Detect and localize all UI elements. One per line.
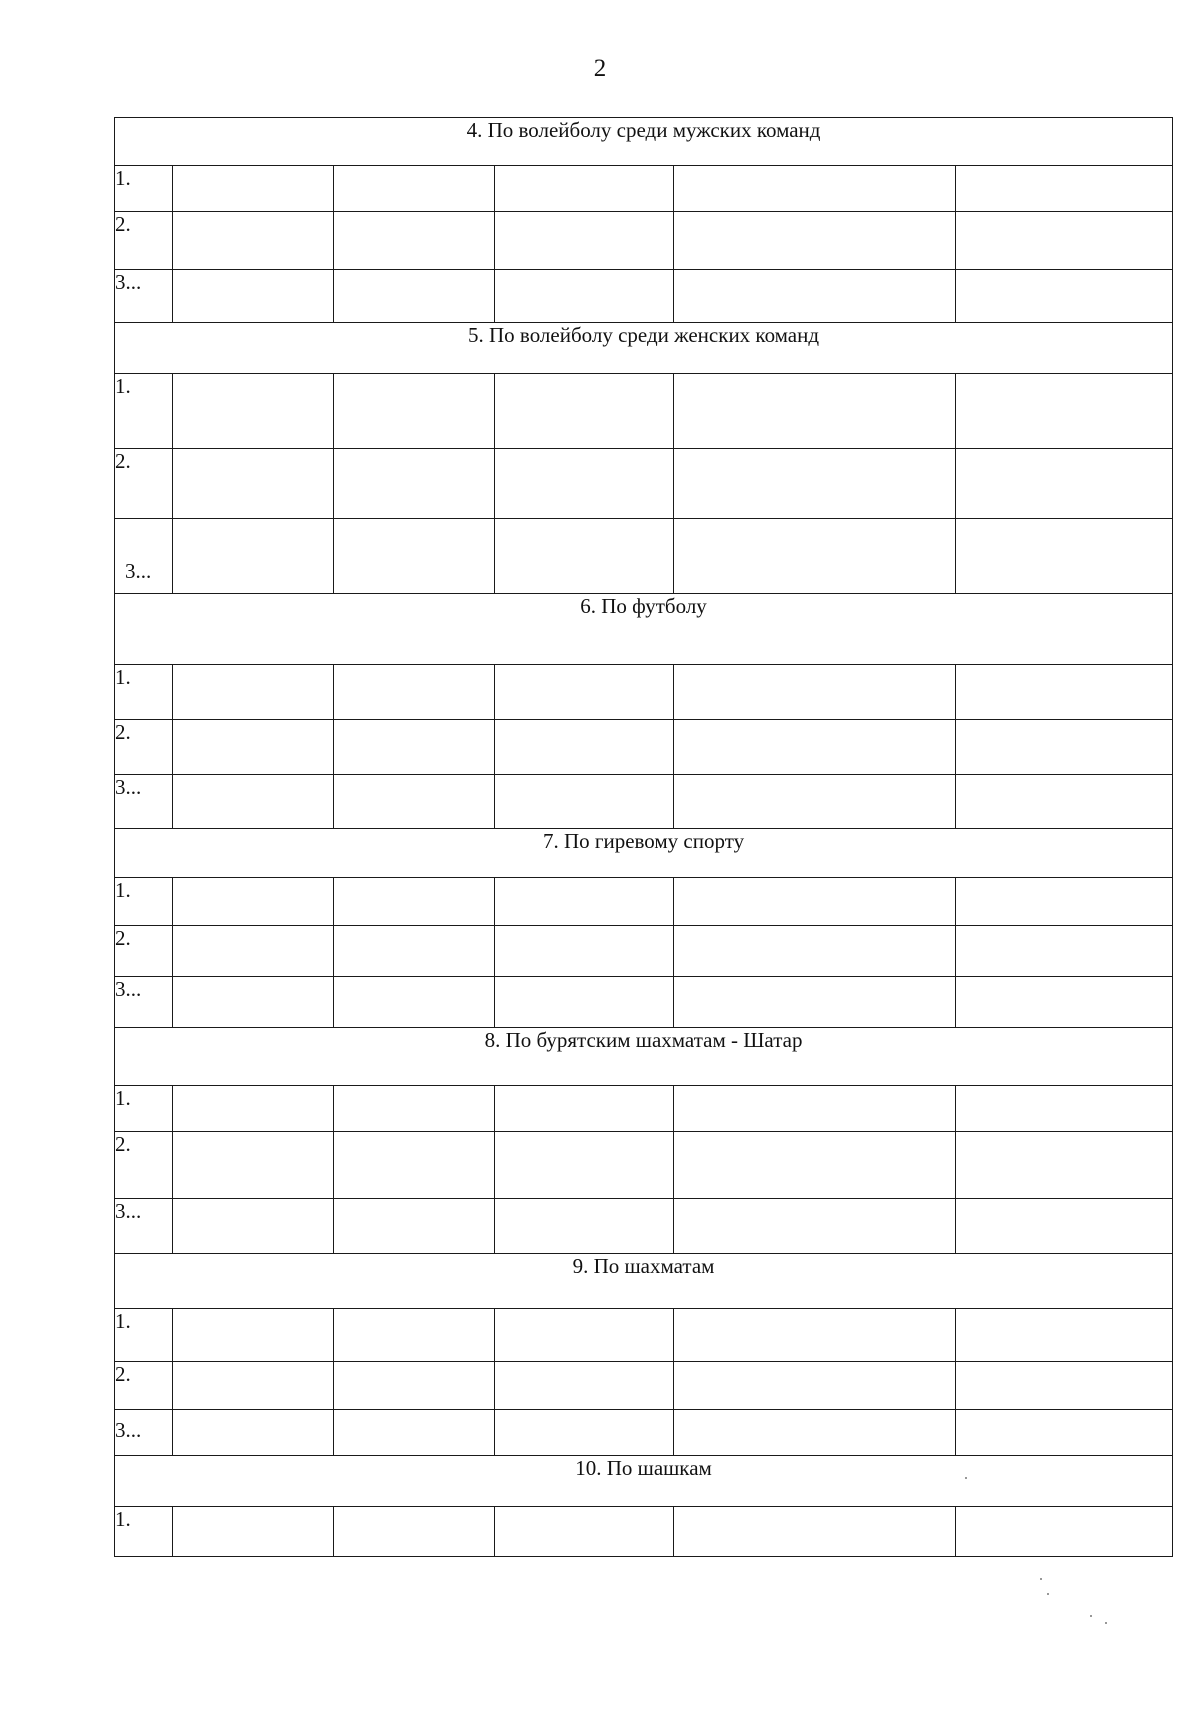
- row-number: 2.: [115, 1132, 173, 1199]
- table-cell: [495, 1362, 674, 1410]
- table-cell: [956, 1362, 1173, 1410]
- row-number: 2.: [115, 212, 173, 270]
- table-cell: [173, 1362, 334, 1410]
- row-number: 2.: [115, 1362, 173, 1410]
- table-cell: [674, 1362, 956, 1410]
- table-cell: [956, 212, 1173, 270]
- row-number: 1.: [115, 1086, 173, 1132]
- table-cell: [674, 977, 956, 1028]
- table-cell: [173, 665, 334, 720]
- table-cell: [334, 1086, 495, 1132]
- table-row: [115, 1086, 1173, 1132]
- table-cell: [956, 665, 1173, 720]
- table-cell: [173, 212, 334, 270]
- table-row: [115, 926, 1173, 977]
- table-cell: [334, 166, 495, 212]
- table-cell: [956, 449, 1173, 519]
- table-cell: [674, 212, 956, 270]
- table-cell: [173, 775, 334, 829]
- table-cell: [334, 1410, 495, 1456]
- table-cell: [956, 1507, 1173, 1557]
- scan-speck: [1040, 1578, 1042, 1580]
- table-cell: [674, 1086, 956, 1132]
- competition-results-table: [114, 117, 1173, 1557]
- page-number: 2: [593, 55, 607, 82]
- table-cell: [674, 519, 956, 594]
- table-cell: [956, 977, 1173, 1028]
- table-cell: [495, 1309, 674, 1362]
- section-title: 5. По волейболу среди женских команд: [115, 323, 1173, 374]
- table-cell: [956, 775, 1173, 829]
- table-row: [115, 977, 1173, 1028]
- section-title: 10. По шашкам: [115, 1456, 1173, 1507]
- table-cell: [334, 449, 495, 519]
- scan-speck: [1047, 1593, 1049, 1595]
- table-cell: [674, 665, 956, 720]
- table-cell: [495, 1132, 674, 1199]
- table-cell: [334, 212, 495, 270]
- table-row: [115, 1309, 1173, 1362]
- table-row: [115, 519, 1173, 594]
- table-cell: [334, 1507, 495, 1557]
- table-row: [115, 775, 1173, 829]
- row-number: 3...: [115, 270, 173, 323]
- table-cell: [334, 720, 495, 775]
- row-number: 2.: [115, 720, 173, 775]
- table-cell: [674, 1309, 956, 1362]
- table-row: [115, 449, 1173, 519]
- table-cell: [956, 166, 1173, 212]
- table-cell: [674, 374, 956, 449]
- table-cell: [956, 1086, 1173, 1132]
- table-cell: [495, 720, 674, 775]
- row-number: 3...: [115, 775, 173, 829]
- table-cell: [173, 1410, 334, 1456]
- section-title: 8. По бурятским шахматам - Шатар: [115, 1028, 1173, 1086]
- table-cell: [495, 1086, 674, 1132]
- table-row: [115, 374, 1173, 449]
- section-title: 4. По волейболу среди мужских команд: [115, 118, 1173, 166]
- table-cell: [173, 977, 334, 1028]
- table-cell: [674, 166, 956, 212]
- table-cell: [334, 1132, 495, 1199]
- table-cell: [495, 374, 674, 449]
- table-cell: [674, 1199, 956, 1254]
- table-cell: [674, 720, 956, 775]
- table-cell: [334, 1309, 495, 1362]
- table-cell: [334, 374, 495, 449]
- table-cell: [173, 1309, 334, 1362]
- row-number: 3...: [115, 1410, 173, 1456]
- row-number: 3...: [115, 977, 173, 1028]
- table-cell: [674, 1132, 956, 1199]
- table-cell: [956, 720, 1173, 775]
- row-number: 1.: [115, 878, 173, 926]
- table-cell: [674, 1507, 956, 1557]
- table-cell: [173, 1132, 334, 1199]
- table-cell: [495, 1507, 674, 1557]
- table-row: [115, 720, 1173, 775]
- row-number: 1.: [115, 1507, 173, 1557]
- table-cell: [334, 1199, 495, 1254]
- table-cell: [956, 270, 1173, 323]
- table-cell: [495, 1199, 674, 1254]
- table-cell: [956, 374, 1173, 449]
- row-number: 3...: [115, 1199, 173, 1254]
- table-cell: [956, 1410, 1173, 1456]
- table-cell: [334, 1362, 495, 1410]
- section-title: 6. По футболу: [115, 594, 1173, 665]
- table-cell: [495, 926, 674, 977]
- table-cell: [495, 977, 674, 1028]
- row-number: 1.: [115, 1309, 173, 1362]
- table-cell: [173, 926, 334, 977]
- table-cell: [495, 1410, 674, 1456]
- table-cell: [173, 519, 334, 594]
- table-cell: [173, 166, 334, 212]
- row-number: 3...: [115, 519, 173, 594]
- table-cell: [674, 1410, 956, 1456]
- table-cell: [674, 878, 956, 926]
- table-cell: [956, 1132, 1173, 1199]
- row-number: 1.: [115, 665, 173, 720]
- table-cell: [495, 166, 674, 212]
- table-cell: [495, 449, 674, 519]
- section-header-row: [115, 594, 1173, 665]
- section-header-row: [115, 1028, 1173, 1086]
- table-cell: [495, 212, 674, 270]
- table-cell: [173, 878, 334, 926]
- table-cell: [334, 977, 495, 1028]
- table-row: [115, 1132, 1173, 1199]
- table-row: [115, 878, 1173, 926]
- table-cell: [674, 270, 956, 323]
- row-number: 1.: [115, 374, 173, 449]
- section-header-row: [115, 323, 1173, 374]
- section-header-row: [115, 1254, 1173, 1309]
- table-cell: [334, 926, 495, 977]
- table-cell: [956, 878, 1173, 926]
- section-title: 9. По шахматам: [115, 1254, 1173, 1309]
- table-row: [115, 212, 1173, 270]
- table-cell: [334, 270, 495, 323]
- table-cell: [495, 519, 674, 594]
- table-cell: [495, 270, 674, 323]
- table-cell: [674, 926, 956, 977]
- table-cell: [334, 519, 495, 594]
- table-cell: [495, 878, 674, 926]
- section-header-row: [115, 829, 1173, 878]
- table-cell: [334, 878, 495, 926]
- table-row: [115, 1507, 1173, 1557]
- table-row: [115, 1362, 1173, 1410]
- table-cell: [334, 775, 495, 829]
- table-cell: [173, 270, 334, 323]
- table-cell: [956, 1309, 1173, 1362]
- table-cell: [495, 665, 674, 720]
- row-number: 2.: [115, 449, 173, 519]
- table-row: [115, 1410, 1173, 1456]
- table-cell: [956, 926, 1173, 977]
- table-cell: [956, 519, 1173, 594]
- scan-speck: [1090, 1615, 1092, 1617]
- row-number: 2.: [115, 926, 173, 977]
- table-cell: [173, 449, 334, 519]
- scan-speck: [1105, 1622, 1107, 1624]
- section-title: 7. По гиревому спорту: [115, 829, 1173, 878]
- table-cell: [173, 1507, 334, 1557]
- table-row: [115, 166, 1173, 212]
- table-row: [115, 270, 1173, 323]
- row-number: 1.: [115, 166, 173, 212]
- table-row: [115, 665, 1173, 720]
- table-cell: [173, 1199, 334, 1254]
- table-cell: [173, 374, 334, 449]
- table-row: [115, 1199, 1173, 1254]
- section-header-row: [115, 118, 1173, 166]
- table-cell: [674, 449, 956, 519]
- table-cell: [495, 775, 674, 829]
- table-cell: [674, 775, 956, 829]
- table-cell: [334, 665, 495, 720]
- table-cell: [956, 1199, 1173, 1254]
- section-header-row: [115, 1456, 1173, 1507]
- scan-speck: [965, 1477, 967, 1479]
- table-cell: [173, 720, 334, 775]
- table-cell: [173, 1086, 334, 1132]
